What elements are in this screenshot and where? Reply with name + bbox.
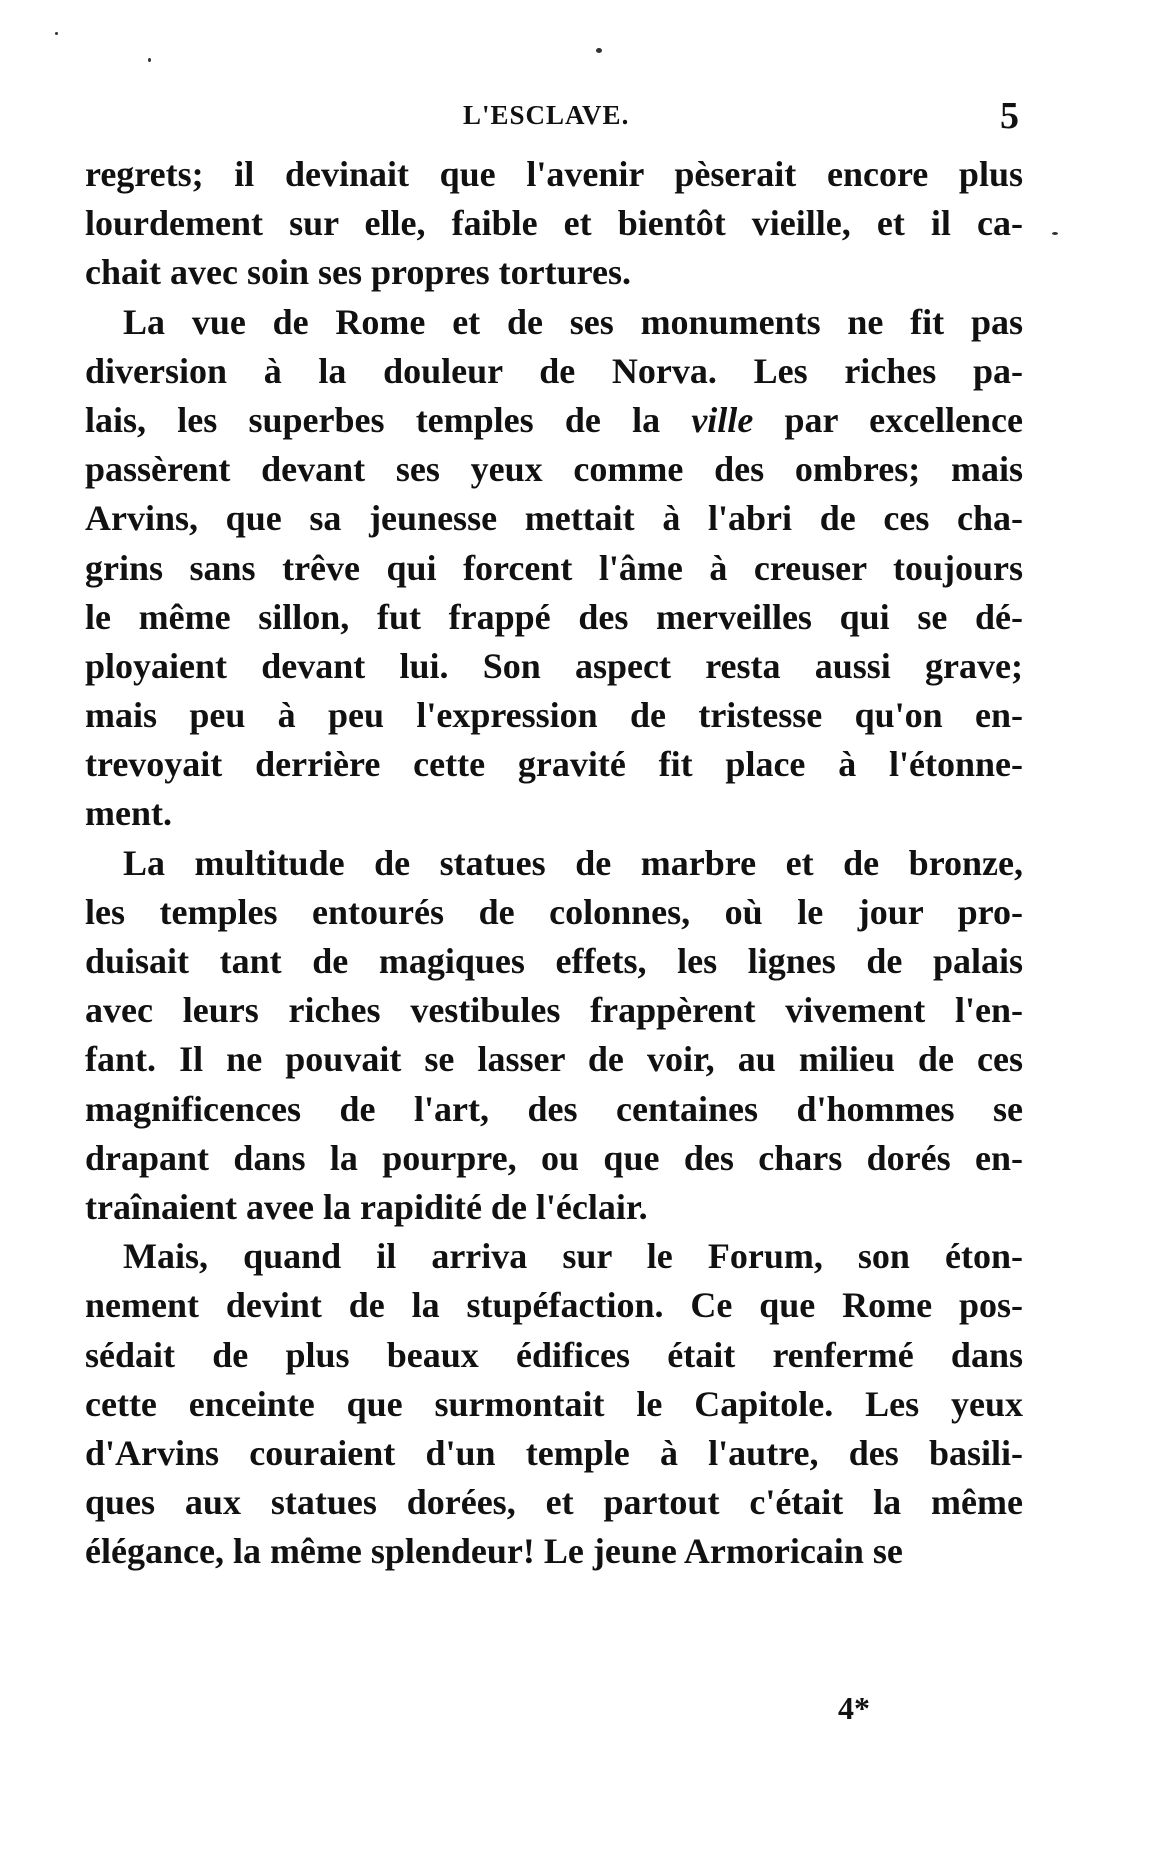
text-line: Arvins, que sa jeunesse mettait à l'abri de ces cha-	[85, 498, 1023, 539]
text-line: chait avec soin ses propres tortures.	[85, 252, 631, 293]
text-line: sédait de plus beaux édifices était renfermé dans	[85, 1334, 1023, 1375]
signature-mark: 4*	[838, 1690, 870, 1726]
text-line: diversion à la douleur de Norva. Les riches pa-	[85, 350, 1023, 391]
text-line: nement devint de la stupéfaction. Ce que Rome pos-	[85, 1285, 1023, 1326]
text-line: ques aux statues dorées, et partout c'était la même	[85, 1482, 1023, 1523]
text-line: avec leurs riches vestibules frappèrent vivement l'en-	[85, 990, 1023, 1031]
print-speck	[148, 58, 151, 62]
text-line: élégance, la même splendeur! Le jeune Armoricain se	[85, 1531, 903, 1572]
page-number: 5	[1000, 95, 1019, 137]
text-line: mais peu à peu l'expression de tristesse qu'on en-	[85, 695, 1023, 736]
text-line: trevoyait derrière cette gravité fit place à l'étonne-	[85, 744, 1023, 785]
running-title: L'ESCLAVE.	[463, 100, 630, 130]
print-speck	[55, 32, 58, 35]
text-line: fant. Il ne pouvait se lasser de voir, au milieu de ces	[85, 1039, 1023, 1080]
text-line: La vue de Rome et de ses monuments ne fit pas	[123, 301, 1023, 342]
text-line: traînaient avee la rapidité de l'éclair.	[85, 1186, 648, 1227]
text-line: drapant dans la pourpre, ou que des chars dorés en-	[85, 1137, 1023, 1178]
text-line: le même sillon, fut frappé des merveilles qui se dé-	[85, 596, 1023, 637]
text-line: La multitude de statues de marbre et de bronze,	[123, 842, 1023, 883]
text-line: passèrent devant ses yeux comme des ombres; mais	[85, 449, 1023, 490]
text-line: lais, les superbes temples de la ville par excellence	[85, 399, 1023, 440]
running-head	[0, 95, 1164, 140]
body-text	[85, 150, 1023, 1576]
text-line: d'Arvins couraient d'un temple à l'autre, des basili-	[85, 1432, 1023, 1473]
print-speck	[596, 48, 602, 53]
text-line: magnificences de l'art, des centaines d'hommes se	[85, 1088, 1023, 1129]
text-line: grins sans trêve qui forcent l'âme à creuser toujours	[85, 547, 1023, 588]
text-line: cette enceinte que surmontait le Capitole. Les yeux	[85, 1383, 1023, 1424]
text-line: duisait tant de magiques effets, les lignes de palais	[85, 941, 1023, 981]
text-line: les temples entourés de colonnes, où le jour pro-	[85, 891, 1023, 932]
print-speck	[1052, 232, 1058, 235]
text-line: ment.	[85, 793, 172, 834]
text-line: Mais, quand il arriva sur le Forum, son éton-	[123, 1236, 1023, 1277]
text-line: ployaient devant lui. Son aspect resta aussi grave;	[85, 645, 1023, 686]
text-line: lourdement sur elle, faible et bientôt vieille, et il ca-	[85, 203, 1023, 244]
text-line: regrets; il devinait que l'avenir pèserait encore plus	[85, 154, 1023, 194]
